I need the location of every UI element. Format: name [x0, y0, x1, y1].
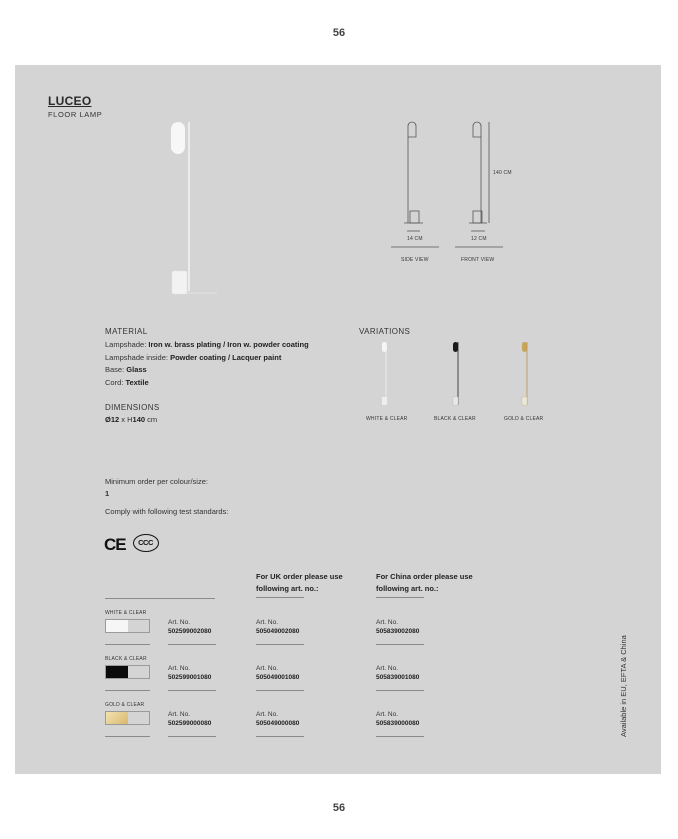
material-heading: MATERIAL [105, 327, 148, 336]
row-black-color-name: BLACK & CLEAR [105, 656, 147, 662]
row-white-uk-art: Art. No. 505049002080 [256, 619, 300, 635]
row-gold-rule-2 [168, 736, 216, 737]
row-black-uk-art: Art. No. 505049001080 [256, 665, 300, 681]
uk-order-heading: For UK order please use following art. no.: [256, 572, 343, 593]
row-white-color-name: WHITE & CLEAR [105, 610, 147, 616]
row-white-rule-3 [256, 644, 304, 645]
ccc-mark [133, 534, 159, 552]
row-black-swatch [105, 665, 150, 679]
dimensions-value: Ø12 x H140 cm [105, 415, 158, 424]
row-black-rule-4 [376, 690, 424, 691]
ce-mark: CE [104, 535, 126, 554]
min-order-label: Minimum order per colour/size: [105, 477, 208, 486]
row-white-rule-1 [105, 644, 150, 645]
height-dimension: 140 CM [493, 170, 512, 176]
china-order-heading: For China order please use following art. no.: [376, 572, 473, 593]
variation-white-label: WHITE & CLEAR [366, 416, 408, 422]
front-width-dimension: 12 CM [471, 236, 487, 242]
row-black-rule-2 [168, 690, 216, 691]
side-width-dimension: 14 CM [407, 236, 423, 242]
material-list [105, 339, 309, 389]
min-order-value: 1 [105, 489, 110, 498]
page-number-bottom: 56 [332, 802, 346, 814]
row-white-rule-2 [168, 644, 216, 645]
china-heading-rule [376, 597, 424, 598]
row-gold-rule-3 [256, 736, 304, 737]
material-base: Base: Glass [105, 365, 147, 374]
row-black-rule-3 [256, 690, 304, 691]
dimensions-heading: DIMENSIONS [105, 403, 160, 412]
row-gold-art: Art. No. 502599000080 [168, 711, 212, 727]
row-black-china-art: Art. No. 505839001080 [376, 665, 420, 681]
standards-label: Comply with following test standards: [105, 507, 229, 516]
technical-drawings [391, 119, 551, 269]
variation-black-label: BLACK & CLEAR [434, 416, 476, 422]
uk-heading-rule [256, 597, 304, 598]
variation-white-image [379, 341, 389, 407]
lamp-product-image [145, 120, 225, 300]
front-view-caption: FRONT VIEW [461, 257, 495, 263]
row-gold-swatch [105, 711, 150, 725]
row-gold-china-art: Art. No. 505839000080 [376, 711, 420, 727]
row-gold-color-name: GOLD & CLEAR [105, 702, 145, 708]
variations-heading: VARIATIONS [359, 327, 411, 336]
row-black-art: Art. No. 502599001080 [168, 665, 212, 681]
row-white-rule-4 [376, 644, 424, 645]
row-gold-rule-4 [376, 736, 424, 737]
side-view-caption: SIDE VIEW [401, 257, 429, 263]
row-white-art: Art. No. 502599002080 [168, 619, 212, 635]
variation-black-image [451, 341, 461, 407]
variation-gold-label: GOLD & CLEAR [504, 416, 544, 422]
product-panel [15, 65, 661, 774]
row-gold-rule-1 [105, 736, 150, 737]
product-type: FLOOR LAMP [48, 110, 103, 119]
product-name: LUCEO [48, 94, 92, 108]
row-white-swatch-fill [106, 620, 128, 632]
page-number-top: 56 [332, 27, 346, 39]
row-black-swatch-fill [106, 666, 128, 678]
row-black-rule-1 [105, 690, 150, 691]
ccc-mark-text: CCC [138, 538, 153, 547]
availability-note: Available in EU, EFTA & China [619, 635, 628, 737]
row-white-swatch [105, 619, 150, 633]
material-lampshade: Lampshade: Iron w. brass plating / Iron w. powder coating [105, 340, 309, 349]
material-cord: Cord: Textile [105, 377, 149, 387]
table-header-rule [105, 598, 215, 599]
row-gold-swatch-fill [106, 712, 128, 724]
row-gold-uk-art: Art. No. 505049000080 [256, 711, 300, 727]
row-white-china-art: Art. No. 505839002080 [376, 619, 420, 635]
variation-gold-image [520, 341, 530, 407]
material-lampshade-inside: Lampshade inside: Powder coating / Lacquer paint [105, 352, 282, 362]
